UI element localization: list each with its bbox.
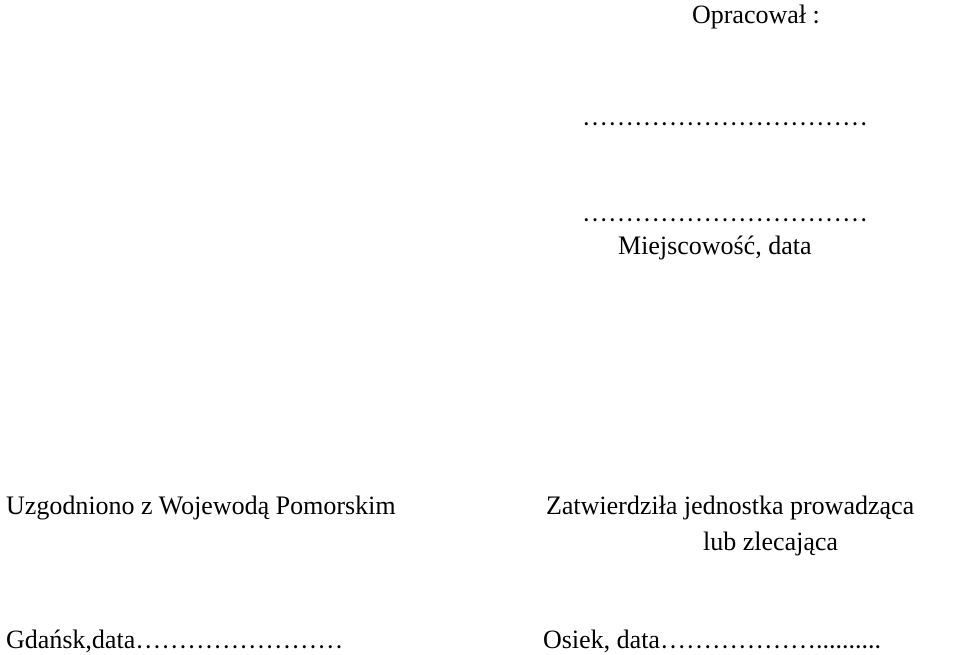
approved-by-unit-label: Zatwierdziła jednostka prowadząca — [546, 491, 915, 520]
agreed-with-voivode-label: Uzgodniono z Wojewodą Pomorskim — [6, 491, 396, 520]
signature-dotted-line: …………………………… — [582, 102, 868, 131]
place-date-label: Miejscowość, data — [618, 231, 812, 260]
place-date-dotted-line: …………………………… — [582, 198, 868, 227]
gdansk-date-field: Gdańsk,data…………………… — [6, 625, 344, 654]
prepared-by-label: Opracował : — [692, 0, 820, 29]
approved-by-unit-label-line2: lub zlecająca — [703, 527, 838, 556]
osiek-date-field: Osiek, data……………….......... — [543, 625, 881, 654]
